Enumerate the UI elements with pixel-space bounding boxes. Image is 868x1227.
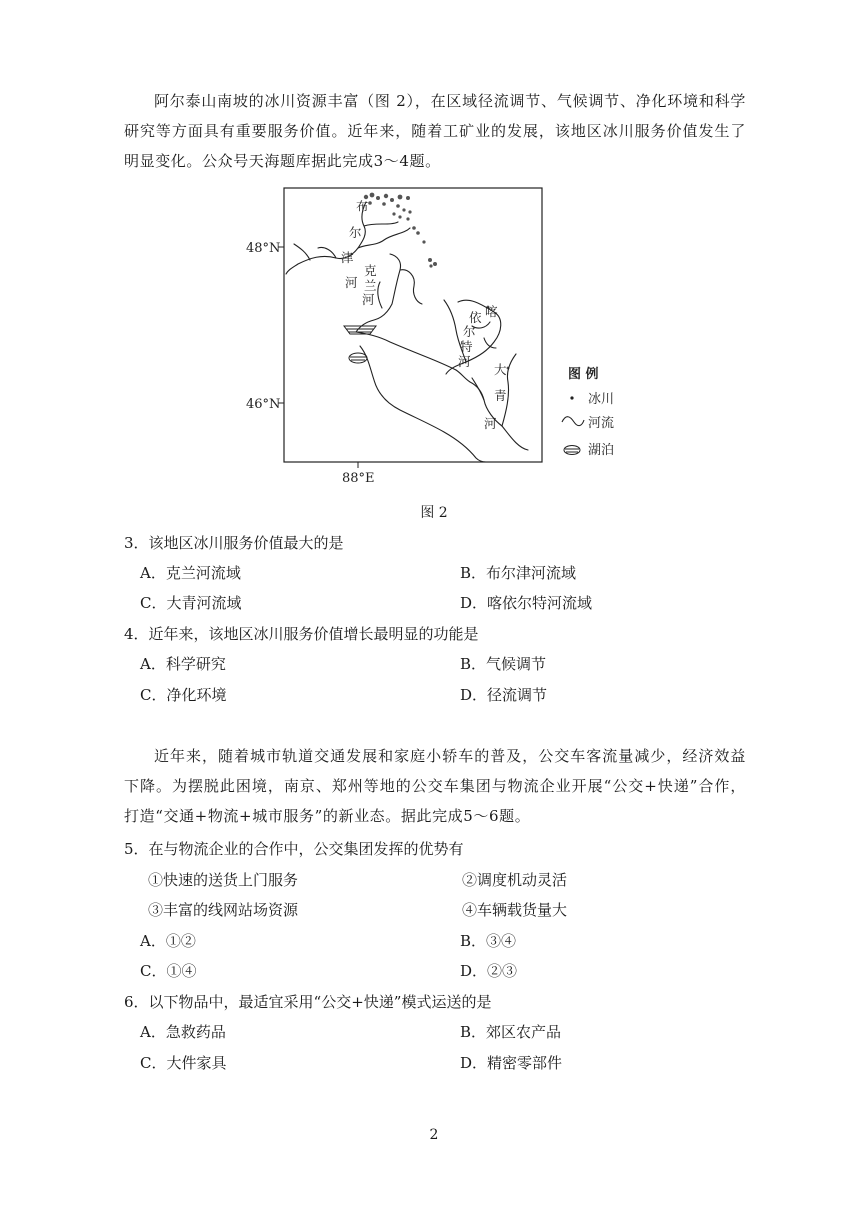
svg-text:尔: 尔	[463, 324, 476, 339]
q5-statement-4: ④车辆载货量大	[462, 901, 568, 919]
river-legend-icon	[562, 417, 584, 426]
intro-paragraph-2: 近年来，随着城市轨道交通发展和家庭小轿车的普及，公交车客流量减少，经济效益下降。为摆脱此困境，南京、郑州等地的公交车集团与物流企业开展“公交+快递”合作，打造“交通+物流+城市服务”的新业态。据此完成5～6题。	[124, 747, 746, 825]
q3-option-a[interactable]: A．克兰河流域	[140, 564, 241, 582]
figure-caption: 图 2	[420, 505, 448, 521]
question-4-stem: 4．近年来，该地区冰川服务价值增长最明显的功能是	[124, 625, 479, 643]
q5-statement-1: ①快速的送货上门服务	[148, 871, 299, 889]
q5-option-b[interactable]: B．③④	[460, 932, 517, 950]
glacier-map-figure	[240, 186, 630, 486]
glacier-legend-icon	[570, 396, 573, 399]
q5-statement-3: ③丰富的线网站场资源	[148, 901, 299, 919]
legend-title: 图 例	[568, 367, 599, 382]
q5-option-d[interactable]: D．②③	[460, 962, 518, 980]
legend-glacier-label: 冰川	[588, 392, 615, 407]
glacier-dots	[364, 193, 510, 370]
legend-lake-label: 湖泊	[588, 443, 615, 458]
svg-text:河: 河	[362, 292, 375, 307]
svg-text:兰: 兰	[364, 278, 377, 293]
q5-statement-2: ②调度机动灵活	[462, 871, 568, 889]
q6-option-d[interactable]: D．精密零部件	[460, 1054, 563, 1072]
svg-text:布: 布	[356, 199, 369, 214]
svg-text:河: 河	[484, 416, 497, 431]
svg-text:依: 依	[469, 310, 482, 325]
question-3-stem: 3．该地区冰川服务价值最大的是	[124, 534, 344, 552]
svg-text:河: 河	[345, 275, 358, 290]
lake-icon	[344, 326, 376, 363]
svg-text:津: 津	[341, 250, 354, 265]
svg-text:大: 大	[494, 362, 507, 377]
lat-46-label: 46°N	[246, 397, 281, 412]
q5-option-c[interactable]: C．①④	[140, 962, 197, 980]
q6-option-b[interactable]: B．郊区农产品	[460, 1023, 562, 1041]
q3-option-b[interactable]: B．布尔津河流域	[460, 564, 577, 582]
q4-option-a[interactable]: A．科学研究	[140, 655, 226, 673]
river-label-kelan	[362, 263, 377, 307]
q4-option-d[interactable]: D．径流调节	[460, 686, 548, 704]
q6-option-c[interactable]: C．大件家具	[140, 1054, 227, 1072]
q6-option-a[interactable]: A．急救药品	[140, 1023, 226, 1041]
river-label-kayiertesi	[458, 304, 498, 369]
svg-text:克: 克	[364, 263, 377, 278]
map-legend	[562, 366, 614, 458]
q5-option-a[interactable]: A．①②	[140, 932, 196, 950]
intro-paragraph-1: 阿尔泰山南坡的冰川资源丰富（图 2），在区域径流调节、气候调节、净化环境和科学研究等方面具有重要服务价值。近年来，随着工矿业的发展，该地区冰川服务价值发生了明显变化。公众号天海题库据此完成3～4题。	[124, 92, 746, 170]
page-number: 2	[429, 1127, 439, 1143]
q3-option-c[interactable]: C．大青河流域	[140, 594, 242, 612]
svg-text:河: 河	[458, 354, 471, 369]
q4-option-b[interactable]: B．气候调节	[460, 655, 547, 673]
svg-text:喀: 喀	[485, 304, 498, 319]
lon-88-label: 88°E	[342, 471, 375, 486]
legend-river-label: 河流	[588, 416, 615, 431]
svg-text:特: 特	[460, 339, 473, 354]
q3-option-d[interactable]: D．喀依尔特河流域	[460, 594, 593, 612]
question-6-stem: 6．以下物品中，最适宜采用“公交+快递”模式运送的是	[124, 993, 492, 1011]
lat-48-label: 48°N	[246, 241, 281, 256]
question-5-stem: 5．在与物流企业的合作中，公交集团发挥的优势有	[124, 840, 464, 858]
q4-option-c[interactable]: C．净化环境	[140, 686, 227, 704]
lake-legend-icon	[564, 446, 580, 455]
svg-text:尔: 尔	[349, 225, 362, 240]
svg-text:青: 青	[494, 388, 507, 403]
